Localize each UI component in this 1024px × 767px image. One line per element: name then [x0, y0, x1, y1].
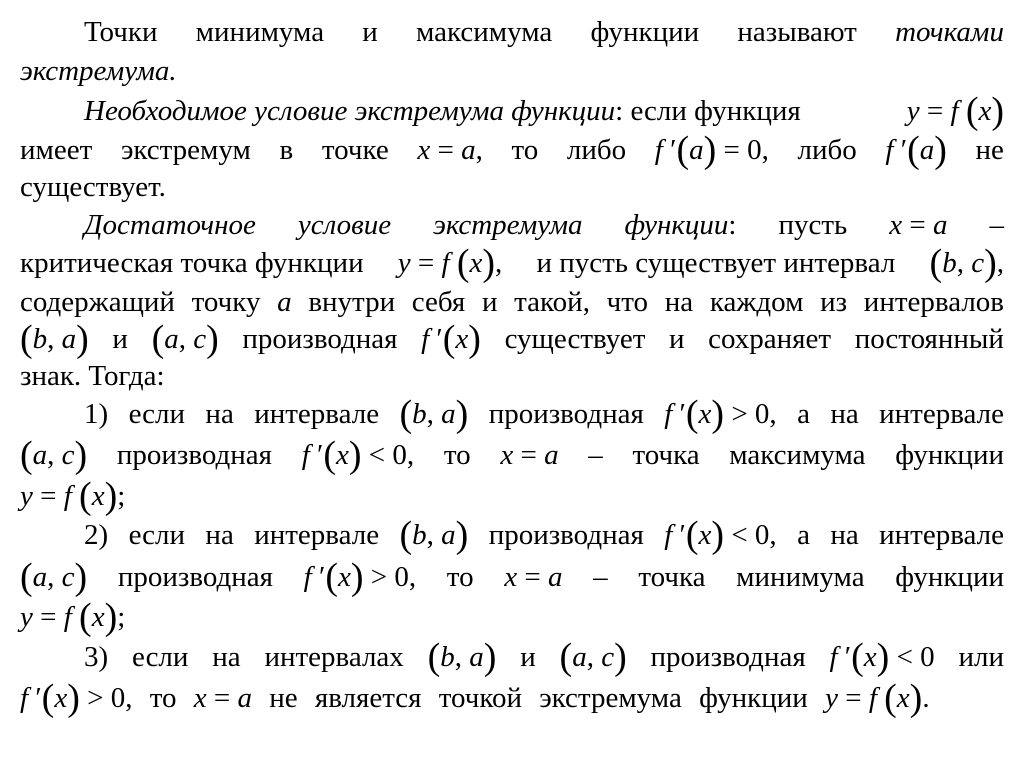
text-line-7: критическая точка функции y = f (x), и пусть существует интервал (b, c), — [20, 242, 1004, 284]
text-line-2: экстремума. — [20, 55, 177, 87]
text-line-6: Достаточное условие экстремума функции: пусть x = a – — [84, 209, 1004, 241]
text-line-1: Точки минимума и максимума функции называют точками — [84, 16, 1004, 48]
text-line-5: существует. — [20, 171, 166, 203]
text-line-11: 1) если на интервале (b, a) производная f ′(x) > 0, а на интервале — [84, 393, 1004, 435]
text-line-10: знак. Тогда: — [20, 360, 165, 392]
text-line-9: (b, a) и (a, c) производная f ′(x) существует и сохраняет постоянный — [20, 318, 1004, 360]
text-line-12: (a, c) производная f ′(x) < 0, то x = a – точка максимума функции — [20, 434, 1004, 476]
text-line-17: 3) если на интервалах (b, a) и (a, c) производная f ′(x) < 0 или — [84, 636, 1004, 678]
text-line-4: имеет экстремум в точке x = a, то либо f ′(a) = 0, либо f ′(a) не — [20, 129, 1004, 171]
text-line-8: содержащий точку a внутри себя и такой, что на каждом из интервалов — [20, 286, 1004, 318]
text-line-16: y = f (x); — [20, 596, 126, 638]
text-line-13: y = f (x); — [20, 475, 126, 517]
text-line-18: f ′(x) > 0, то x = a не является точкой экстремума функции y = f (x). — [20, 677, 930, 719]
text-line-14: 2) если на интервале (b, a) производная f ′(x) < 0, а на интервале — [84, 514, 1004, 556]
text-line-15: (a, c) производная f ′(x) > 0, то x = a – точка минимума функции — [20, 556, 1004, 598]
text-line-3: Необходимое условие экстремума функции: если функция y = f (x) — [84, 90, 1004, 132]
